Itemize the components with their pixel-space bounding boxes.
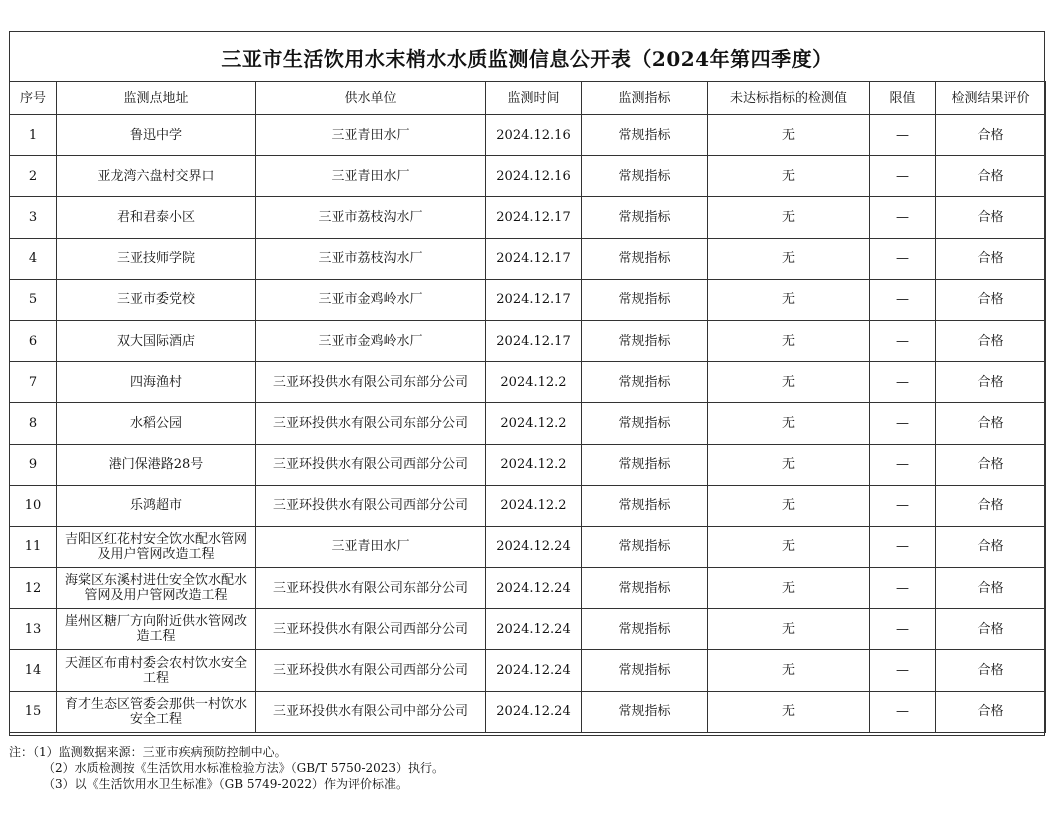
cell-time: 2024.12.24 (486, 609, 582, 650)
cell-supplier: 三亚环投供水有限公司西部分公司 (256, 609, 486, 650)
cell-failed-value: 无 (708, 526, 870, 567)
cell-address: 港门保港路28号 (57, 444, 256, 485)
header-time: 监测时间 (486, 82, 582, 115)
cell-failed-value: 无 (708, 362, 870, 403)
table-row (10, 526, 1046, 567)
cell-limit: — (870, 320, 936, 361)
cell-indicator: 常规指标 (582, 238, 708, 279)
cell-failed-value: 无 (708, 197, 870, 238)
cell-limit: — (870, 444, 936, 485)
cell-address: 天涯区布甫村委会农村饮水安全工程 (57, 650, 256, 691)
cell-indicator: 常规指标 (582, 444, 708, 485)
page-title: 三亚市生活饮用水末梢水水质监测信息公开表（2024年第四季度） (221, 46, 833, 71)
cell-result: 合格 (936, 320, 1046, 361)
table-row (10, 444, 1046, 485)
cell-failed-value: 无 (708, 156, 870, 197)
cell-time: 2024.12.2 (486, 485, 582, 526)
cell-result: 合格 (936, 156, 1046, 197)
cell-supplier: 三亚市金鸡岭水厂 (256, 279, 486, 320)
cell-limit: — (870, 156, 936, 197)
table-row (10, 403, 1046, 444)
cell-indicator: 常规指标 (582, 650, 708, 691)
cell-supplier: 三亚环投供水有限公司西部分公司 (256, 650, 486, 691)
cell-indicator: 常规指标 (582, 115, 708, 156)
cell-indicator: 常规指标 (582, 362, 708, 403)
cell-failed-value: 无 (708, 320, 870, 361)
cell-limit: — (870, 568, 936, 609)
cell-indicator: 常规指标 (582, 568, 708, 609)
cell-address: 崖州区糖厂方向附近供水管网改造工程 (57, 609, 256, 650)
cell-limit: — (870, 485, 936, 526)
cell-index: 2 (10, 156, 57, 197)
cell-failed-value: 无 (708, 609, 870, 650)
cell-indicator: 常规指标 (582, 691, 708, 732)
cell-address: 鲁迅中学 (57, 115, 256, 156)
header-result: 检测结果评价 (936, 82, 1046, 115)
cell-supplier: 三亚环投供水有限公司中部分公司 (256, 691, 486, 732)
cell-limit: — (870, 526, 936, 567)
cell-index: 1 (10, 115, 57, 156)
cell-address: 水稻公园 (57, 403, 256, 444)
cell-result: 合格 (936, 485, 1046, 526)
cell-failed-value: 无 (708, 650, 870, 691)
cell-indicator: 常规指标 (582, 526, 708, 567)
cell-supplier: 三亚环投供水有限公司东部分公司 (256, 362, 486, 403)
cell-indicator: 常规指标 (582, 156, 708, 197)
cell-result: 合格 (936, 238, 1046, 279)
footnotes (9, 744, 444, 792)
cell-supplier: 三亚市荔枝沟水厂 (256, 238, 486, 279)
cell-indicator: 常规指标 (582, 320, 708, 361)
cell-supplier: 三亚环投供水有限公司西部分公司 (256, 485, 486, 526)
table-row (10, 568, 1046, 609)
cell-result: 合格 (936, 444, 1046, 485)
cell-limit: — (870, 362, 936, 403)
cell-limit: — (870, 650, 936, 691)
header-failed-value: 未达标指标的检测值 (708, 82, 870, 115)
cell-address: 吉阳区红花村安全饮水配水管网及用户管网改造工程 (57, 526, 256, 567)
cell-limit: — (870, 197, 936, 238)
cell-address: 亚龙湾六盘村交界口 (57, 156, 256, 197)
cell-failed-value: 无 (708, 279, 870, 320)
cell-time: 2024.12.24 (486, 568, 582, 609)
table-row (10, 115, 1046, 156)
cell-supplier: 三亚环投供水有限公司东部分公司 (256, 403, 486, 444)
cell-index: 11 (10, 526, 57, 567)
cell-limit: — (870, 403, 936, 444)
cell-time: 2024.12.16 (486, 156, 582, 197)
cell-address: 四海渔村 (57, 362, 256, 403)
monitoring-table (9, 81, 1046, 733)
cell-time: 2024.12.17 (486, 197, 582, 238)
cell-result: 合格 (936, 691, 1046, 732)
cell-time: 2024.12.24 (486, 650, 582, 691)
header-index: 序号 (10, 82, 57, 115)
cell-index: 14 (10, 650, 57, 691)
cell-supplier: 三亚环投供水有限公司东部分公司 (256, 568, 486, 609)
cell-index: 10 (10, 485, 57, 526)
cell-limit: — (870, 279, 936, 320)
cell-time: 2024.12.17 (486, 279, 582, 320)
cell-address: 乐鸿超市 (57, 485, 256, 526)
cell-time: 2024.12.16 (486, 115, 582, 156)
cell-result: 合格 (936, 650, 1046, 691)
cell-limit: — (870, 238, 936, 279)
cell-address: 双大国际酒店 (57, 320, 256, 361)
cell-supplier: 三亚市荔枝沟水厂 (256, 197, 486, 238)
cell-index: 12 (10, 568, 57, 609)
cell-limit: — (870, 115, 936, 156)
cell-failed-value: 无 (708, 444, 870, 485)
cell-result: 合格 (936, 362, 1046, 403)
footnote-2: （2）水质检测按《生活饮用水标准检验方法》（GB/T 5750-2023）执行。 (43, 761, 445, 775)
cell-supplier: 三亚青田水厂 (256, 156, 486, 197)
table-row (10, 279, 1046, 320)
cell-supplier: 三亚青田水厂 (256, 115, 486, 156)
cell-indicator: 常规指标 (582, 403, 708, 444)
cell-failed-value: 无 (708, 691, 870, 732)
table-row (10, 362, 1046, 403)
cell-index: 9 (10, 444, 57, 485)
header-supplier: 供水单位 (256, 82, 486, 115)
cell-address: 育才生态区管委会那供一村饮水安全工程 (57, 691, 256, 732)
footnote-1: 注：（1）监测数据来源：三亚市疾病预防控制中心。 (9, 745, 287, 759)
cell-time: 2024.12.17 (486, 320, 582, 361)
cell-indicator: 常规指标 (582, 609, 708, 650)
cell-result: 合格 (936, 609, 1046, 650)
table-row (10, 197, 1046, 238)
cell-index: 8 (10, 403, 57, 444)
table-row (10, 320, 1046, 361)
cell-index: 13 (10, 609, 57, 650)
cell-index: 15 (10, 691, 57, 732)
cell-index: 6 (10, 320, 57, 361)
cell-indicator: 常规指标 (582, 485, 708, 526)
table-row (10, 691, 1046, 732)
header-address: 监测点地址 (57, 82, 256, 115)
cell-time: 2024.12.24 (486, 526, 582, 567)
table-row (10, 238, 1046, 279)
cell-index: 4 (10, 238, 57, 279)
header-indicator: 监测指标 (582, 82, 708, 115)
cell-index: 3 (10, 197, 57, 238)
cell-address: 君和君泰小区 (57, 197, 256, 238)
cell-failed-value: 无 (708, 403, 870, 444)
footnote-3: （3）以《生活饮用水卫生标准》（GB 5749-2022）作为评价标准。 (43, 777, 408, 791)
cell-index: 5 (10, 279, 57, 320)
cell-address: 三亚技师学院 (57, 238, 256, 279)
cell-time: 2024.12.2 (486, 444, 582, 485)
cell-index: 7 (10, 362, 57, 403)
cell-limit: — (870, 691, 936, 732)
table-row (10, 485, 1046, 526)
cell-indicator: 常规指标 (582, 197, 708, 238)
cell-failed-value: 无 (708, 115, 870, 156)
cell-time: 2024.12.2 (486, 403, 582, 444)
cell-address: 海棠区东溪村进仕安全饮水配水管网及用户管网改造工程 (57, 568, 256, 609)
cell-result: 合格 (936, 403, 1046, 444)
cell-result: 合格 (936, 115, 1046, 156)
cell-time: 2024.12.2 (486, 362, 582, 403)
table-row (10, 609, 1046, 650)
cell-address: 三亚市委党校 (57, 279, 256, 320)
table-header-row (10, 82, 1046, 115)
cell-supplier: 三亚环投供水有限公司西部分公司 (256, 444, 486, 485)
cell-time: 2024.12.24 (486, 691, 582, 732)
cell-result: 合格 (936, 526, 1046, 567)
cell-result: 合格 (936, 568, 1046, 609)
cell-supplier: 三亚市金鸡岭水厂 (256, 320, 486, 361)
cell-limit: — (870, 609, 936, 650)
cell-result: 合格 (936, 197, 1046, 238)
cell-supplier: 三亚青田水厂 (256, 526, 486, 567)
table-row (10, 156, 1046, 197)
cell-failed-value: 无 (708, 568, 870, 609)
cell-failed-value: 无 (708, 238, 870, 279)
cell-failed-value: 无 (708, 485, 870, 526)
cell-time: 2024.12.17 (486, 238, 582, 279)
cell-indicator: 常规指标 (582, 279, 708, 320)
cell-result: 合格 (936, 279, 1046, 320)
table-row (10, 650, 1046, 691)
header-limit: 限值 (870, 82, 936, 115)
